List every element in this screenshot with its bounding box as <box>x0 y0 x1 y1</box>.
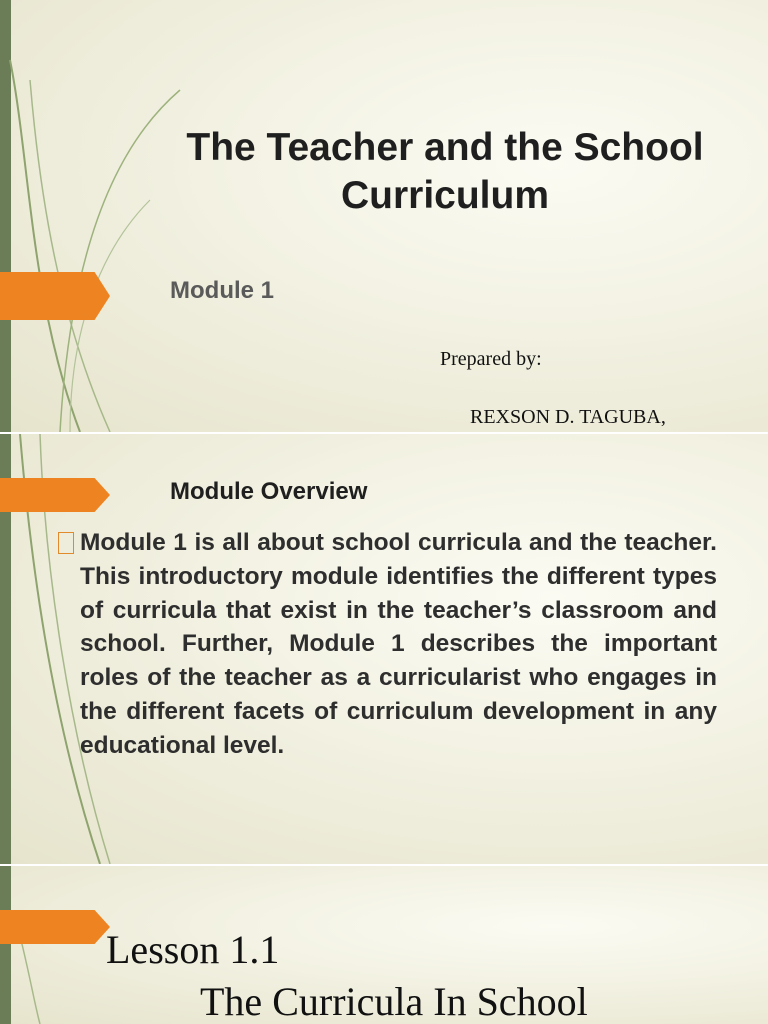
grass-decoration <box>0 866 120 1024</box>
overview-paragraph: Module 1 is all about school curricula and the teacher. This introductory module identifies the different types of curricula that exist in the teacher’s classroom and school. Further, Module 1 describes the important roles of the teacher as a curricularist who engages in the different facets of curriculum development in any educational level. <box>80 529 717 759</box>
slide-overview <box>0 434 768 864</box>
section-heading: Module Overview <box>170 478 368 505</box>
module-subtitle: Module 1 <box>170 277 275 304</box>
lesson-number: Lesson 1.1 <box>106 927 280 972</box>
accent-tab <box>0 478 110 512</box>
slide-lesson <box>0 866 768 1024</box>
prepared-by-label: Prepared by: <box>440 348 542 370</box>
page-title: The Teacher and the School Curriculum <box>186 126 704 217</box>
bullet-box-icon <box>58 532 74 554</box>
accent-tab <box>0 272 110 320</box>
author-name: REXSON D. TAGUBA, <box>470 406 666 428</box>
lesson-title: The Curricula In School <box>200 979 588 1024</box>
accent-tab <box>0 910 110 944</box>
slide-title <box>0 0 768 432</box>
